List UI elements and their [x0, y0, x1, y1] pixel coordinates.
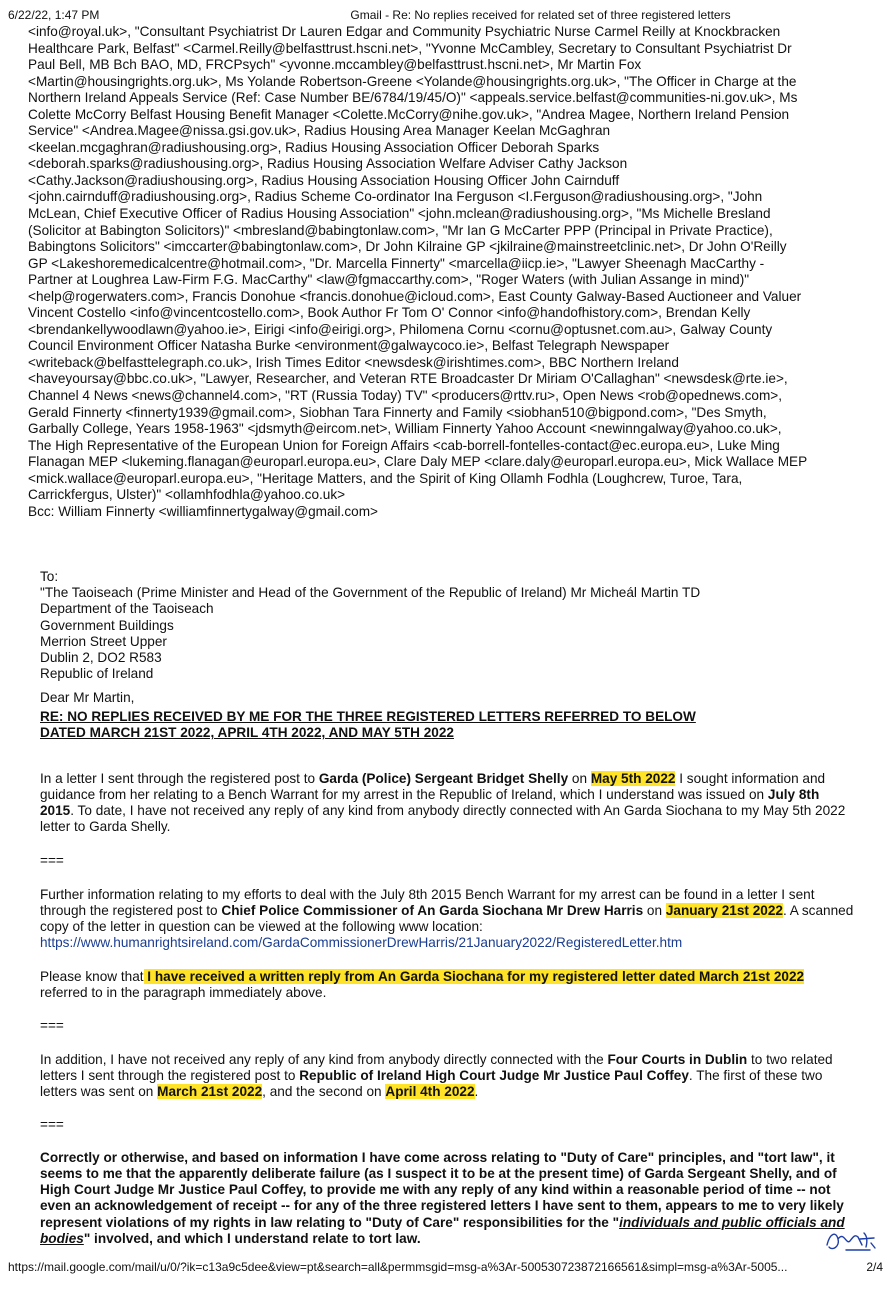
text-run: individuals and public officials and bodies: [40, 1214, 845, 1247]
recipient-line: Healthcare Park, Belfast" <Carmel.Reilly@belfasttrust.hscni.net>, "Yvonne McCambley, Secretary to Consultant Psychiatrist Dr: [28, 40, 792, 56]
text-run: Republic of Ireland High Court Judge Mr Justice Paul Coffey: [299, 1067, 689, 1083]
letter-link[interactable]: https://www.humanrightsireland.com/GardaCommissionerDrewHarris/21January2022/RegisteredLetter.htm: [40, 935, 683, 951]
recipient-line: Vincent Costello <info@vincentcostello.com>, Book Author Fr Tom O' Connor <info@handofhistory.com>, Brendan Kelly: [28, 305, 751, 321]
re-heading: [40, 709, 855, 742]
paragraph-duty-of-care: [40, 1150, 855, 1248]
re-line: DATED MARCH 21ST 2022, APRIL 4TH 2022, AND MAY 5TH 2022: [40, 725, 454, 741]
text-run: ": [612, 1214, 620, 1230]
recipient-line: <haveyoursay@bbc.co.uk>, "Lawyer, Researcher, and Veteran RTE Broadcaster Dr Miriam O'Callaghan" <newsdesk@rte.ie>,: [28, 371, 788, 387]
recipient-line: The High Representative of the European Union for Foreign Affairs <cab-borrell-fontelles-contact@ec.europa.eu>, Luke Ming: [28, 437, 780, 453]
recipient-line: <deborah.sparks@radiushousing.org>, Radius Housing Association Welfare Adviser Cathy Jackson: [28, 156, 628, 172]
recipient-line: (Solicitor at Babington Solicitors)" <mbresland@babingtonlaw.com>, "Mr Ian G McCarter PPP (Principal in Private Practice),: [28, 222, 773, 238]
recipient-line: <Martin@housingrights.org.uk>, Ms Yolande Robertson-Greene <Yolande@housingrights.org.uk>, "The Officer in Charge at the: [28, 73, 797, 89]
recipient-line: Northern Ireland Appeals Service (Ref: Case Number BE/6784/19/45/O)" <appeals.service.belfast@communities-ni.gov.uk>, Ms: [28, 90, 798, 106]
text-run: Please know that: [40, 968, 144, 984]
text-run: In addition, I have not received any reply of any kind from anybody directly connected with the: [40, 1051, 608, 1067]
recipient-line: Colette McCorry Belfast Housing Benefit Manager <Colette.McCorry@nihe.gov.uk>, "Andrea Magee, Northern Ireland Pension: [28, 106, 790, 122]
addressee-block: [40, 569, 860, 682]
address-line: Department of the Taoiseach: [40, 601, 214, 617]
recipient-line: Paul Bell, MB Bch BAO, MD, FRCPsych" <yvonne.mccambley@belfasttrust.hscni.net>, Mr Martin Fox: [28, 57, 642, 73]
recipient-line: <john.cairnduff@radiushousing.org>, Radius Scheme Co-ordinator Ina Ferguson <I.Ferguson@radiushousing.org>, "John: [28, 189, 763, 205]
text-run: on: [643, 902, 666, 918]
recipient-line: GP <Lakeshoremedicalcentre@hotmail.com>, "Dr. Marcella Finnerty" <marcella@iicp.ie>, "Lawyer Sheenagh MacCarthy -: [28, 255, 765, 271]
text-run: .: [474, 1084, 479, 1100]
recipient-line: McLean, Chief Executive Officer of Radius Housing Association" <john.mclean@radiushousing.org>, "Ms Michelle Bresland: [28, 206, 771, 222]
text-run: July 8th 2015: [40, 786, 820, 819]
text-run: , and the second on: [262, 1084, 386, 1100]
print-datetime: 6/22/22, 1:47 PM: [8, 8, 100, 22]
text-run: on: [568, 770, 591, 786]
recipient-list: [28, 24, 858, 520]
text-run: Garda (Police) Sergeant Bridget Shelly: [318, 770, 569, 786]
address-line: Government Buildings: [40, 617, 174, 633]
to-label: To:: [40, 569, 59, 584]
highlighted-date: May 5th 2022: [590, 770, 676, 786]
text-run: Four Courts in Dublin: [607, 1051, 748, 1067]
paragraph-coffey: [40, 1052, 855, 1101]
highlighted-text: I have received a written reply from An Garda Siochana for my registered letter dated March 21st 2022: [143, 968, 805, 984]
text-run: ": [83, 1231, 91, 1247]
recipient-line: Council Environment Officer Natasha Burke <environment@galwaycoco.ie>, Belfast Telegraph Newspaper: [28, 338, 670, 354]
handwritten-initials: [822, 1225, 877, 1255]
separator: ===: [40, 1116, 64, 1132]
recipient-line: <Cathy.Jackson@radiushousing.org>, Radius Housing Association Housing Officer John Cairnduff: [28, 172, 620, 188]
paragraph-reply: [40, 969, 855, 1002]
address-line: "The Taoiseach (Prime Minister and Head of the Government of the Republic of Ireland) Mr Micheál Martin TD: [40, 585, 701, 601]
recipient-line: <writeback@belfasttelegraph.co.uk>, Irish Times Editor <newsdesk@irishtimes.com>, BBC Northern Ireland: [28, 354, 679, 370]
text-run: to two related letters I sent through the registered post to: [40, 1051, 833, 1083]
address-line: Merrion Street Upper: [40, 633, 167, 649]
address-line: Dublin 2, DO2 R583: [40, 650, 162, 666]
recipient-line: <info@royal.uk>, "Consultant Psychiatrist Dr Lauren Edgar and Community Psychiatric Nurse Carmel Reilly at Knockbracken: [28, 24, 781, 39]
print-header: [8, 8, 883, 24]
recipient-line: Garbally College, Years 1958-1963" <jdsmyth@eircom.net>, William Finnerty Yahoo Account <newinngalway@yahoo.co.uk>,: [28, 421, 782, 437]
separator: ===: [40, 1017, 64, 1033]
separator: ===: [40, 852, 64, 868]
paragraph-shelly: [40, 771, 855, 836]
text-run: Further information relating to my efforts to deal with the July 8th 2015 Bench Warrant for my arrest can be found in a letter I sent through the registered post to: [40, 886, 815, 918]
text-run: In a letter I sent through the registered post to: [40, 770, 319, 786]
recipient-line: Babingtons Solicitors" <imccarter@babingtonlaw.com>, Dr John Kilraine GP <jkilraine@mainstreetclinic.net>, Dr John O'Reilly: [28, 239, 787, 255]
recipient-line: <mick.wallace@europarl.europa.eu>, "Heritage Matters, and the Spirit of King Ollamh Fodhla (Loughcrew, Turoe, Tara,: [28, 470, 743, 486]
text-run: I sought information and guidance from her relating to a Bench Warrant for my arrest in the Republic of Ireland, which I understand was issued on: [40, 770, 826, 802]
highlighted-date: April 4th 2022: [385, 1084, 475, 1100]
recipient-line: Service" <Andrea.Magee@nissa.gsi.gov.uk>, Radius Housing Area Manager Keelan McGaghran: [28, 123, 611, 139]
page-number: 2/4: [866, 1260, 883, 1274]
email-subject: Gmail - Re: No replies received for related set of three registered letters: [350, 8, 731, 22]
text-run: . A scanned copy of the letter in question can be viewed at the following www location:: [40, 902, 854, 935]
footer-url: https://mail.google.com/mail/u/0/?ik=c13a9c5dee&view=pt&search=all&permmsgid=msg-a%3Ar-500530723872166561&simpl=msg-a%3Ar-5005...: [8, 1260, 788, 1274]
paragraph-harris: [40, 887, 855, 952]
text-run: . To date, I have not received any reply of any kind from anybody directly connected with An Garda Siochana to my May 5th 2022 letter to Garda Shelly.: [40, 803, 846, 835]
address-line: Republic of Ireland: [40, 666, 154, 682]
recipient-line: <help@rogerwaters.com>, Francis Donohue <francis.donohue@icloud.com>, East County Galway-Based Auctioneer and Valuer: [28, 288, 802, 304]
highlighted-date: January 21st 2022: [665, 902, 783, 918]
recipient-line: Partner at Loughrea Law-Firm F.G. MacCarthy" <law@fgmaccarthy.com>, "Roger Waters (with Julian Assange in mind)": [28, 272, 750, 288]
text-run: referred to in the paragraph immediately above.: [40, 984, 327, 1000]
text-run: . The first of these two letters was sent on: [40, 1067, 823, 1100]
re-line: RE: NO REPLIES RECEIVED BY ME FOR THE THREE REGISTERED LETTERS REFERRED TO BELOW: [40, 709, 696, 724]
text-run: Correctly or otherwise, and based on information I have come across relating to "Duty of Care" principles, and "tort law", it seems to me that the apparently deliberate failure (as I suspect it to be at the present time) of Garda Sergeant Shelly, and of High Court Judge Mr Justice Paul Coffey, to provide me with any reply of any kind within a reasonable period of time -- not even an acknowledgement of receipt -- for any of the three registered letters I have sent to them, appears to me to very likely represent violations of my rights in law relating to "Duty of Care" responsibilities for the: [40, 1149, 844, 1230]
highlighted-date: March 21st 2022: [157, 1084, 263, 1100]
recipient-line: Channel 4 News <news@channel4.com>, "RT (Russia Today) TV" <producers@rttv.ru>, Open News <rob@opednews.com>,: [28, 388, 783, 404]
recipient-line: Gerald Finnerty <finnerty1939@gmail.com>, Siobhan Tara Finnerty and Family <siobhan510@bigpond.com>, "Des Smyth,: [28, 404, 767, 420]
recipient-line: Carrickfergus, Ulster)" <ollamhfodhla@yahoo.co.uk>: [28, 487, 346, 503]
text-run: Chief Police Commissioner of An Garda Siochana Mr Drew Harris: [221, 902, 644, 918]
salutation: Dear Mr Martin,: [40, 689, 135, 705]
text-run: involved, and which I understand relate to tort law.: [90, 1231, 421, 1247]
recipient-line: Bcc: William Finnerty <williamfinnertygalway@gmail.com>: [28, 503, 378, 519]
recipient-line: <keelan.mcgaghran@radiushousing.org>, Radius Housing Association Officer Deborah Sparks: [28, 139, 600, 155]
recipient-line: Flanagan MEP <lukeming.flanagan@europarl.europa.eu>, Clare Daly MEP <clare.daly@europarl.europa.eu>, Mick Wallace MEP: [28, 454, 808, 470]
recipient-line: <brendankellywoodlawn@yahoo.ie>, Eirigi <info@eirigi.org>, Philomena Cornu <cornu@optusnet.com.au>, Galway County: [28, 321, 773, 337]
